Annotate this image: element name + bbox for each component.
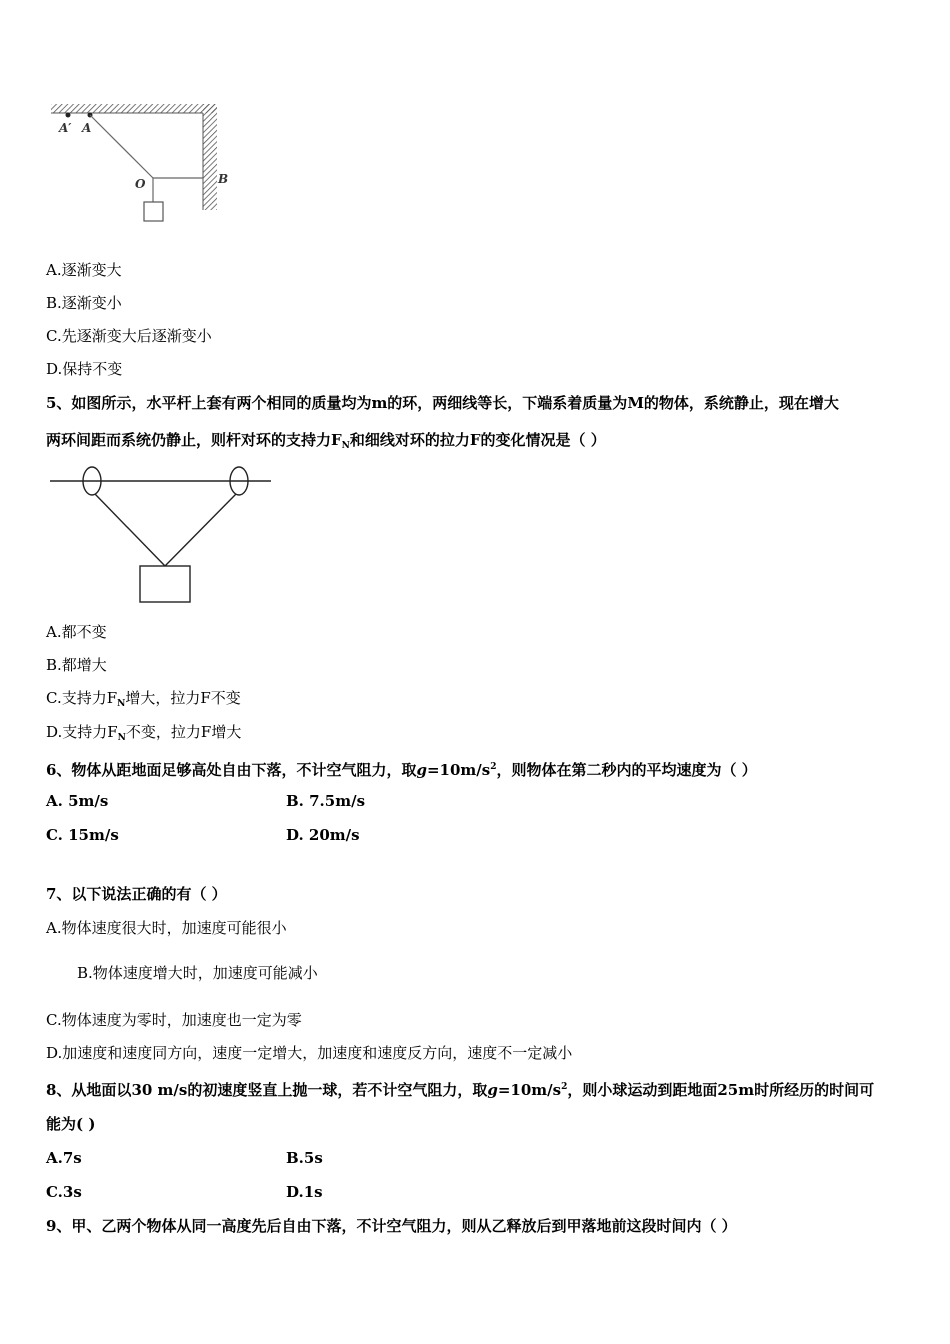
q4-option-b: B.逐渐变小 [46, 294, 122, 312]
q8-options-row2 [46, 1182, 323, 1202]
label-a: A [82, 121, 92, 135]
q8-options-row1 [46, 1148, 323, 1168]
q6-option-c: C. 15m/s [46, 826, 119, 844]
label-o: O [135, 177, 146, 191]
q7-option-a: A.物体速度很大时，加速度可能很小 [46, 919, 287, 937]
q9-stem: 9、甲、乙两个物体从同一高度先后自由下落，不计空气阻力，则从乙释放后到甲落地前这段时间内（ ） [46, 1217, 737, 1235]
q8-option-d: D.1s [286, 1183, 323, 1201]
q6-option-a: A. 5m/s [46, 792, 109, 810]
q7-option-b: B.物体速度增大时，加速度可能减小 [77, 964, 318, 982]
hanging-box [140, 566, 190, 602]
q5-option-d: D.支持力$F_N$不变，拉力F增大 [46, 723, 242, 743]
q8-stem-line1: 8、从地面以30 m/s的初速度竖直上抛一球，若不计空气阻力，取$g=10m/s^2$，则小球运动到距地面25m时所经历的时间可 [46, 1081, 875, 1099]
q4-option-d: D.保持不变 [46, 360, 123, 378]
q6-option-d: D. 20m/s [286, 826, 360, 844]
q5-stem-line1: 5、如图所示，水平杆上套有两个相同的质量均为m的环，两细线等长，下端系着质量为M的物体，系统静止，现在增大 [46, 394, 839, 412]
hanging-block [144, 202, 163, 221]
string-left [95, 494, 165, 566]
figure-ceiling-wall-rope [45, 98, 235, 228]
q7-option-c: C.物体速度为零时，加速度也一定为零 [46, 1011, 302, 1029]
q6-stem: 6、物体从距地面足够高处自由下落，不计空气阻力，取$g=10m/s^2$，则物体在第二秒内的平均速度为（ ） [46, 761, 757, 779]
q6-option-b: B. 7.5m/s [286, 792, 366, 810]
q5-stem-line2: 两环间距而系统仍静止，则杆对环的支持力$F_N$和细线对环的拉力F的变化情况是（ ） [46, 431, 606, 451]
q8-option-b: B.5s [286, 1149, 323, 1167]
q8-stem-line2: 能为( ) [46, 1115, 96, 1133]
q5-option-c: C.支持力$F_N$增大，拉力F不变 [46, 689, 241, 709]
q6-options-row2 [46, 825, 360, 845]
q8-option-c: C.3s [46, 1183, 82, 1201]
figure-rod-rings [45, 462, 275, 607]
q5-option-b: B.都增大 [46, 656, 107, 674]
q5-option-a: A.都不变 [46, 623, 107, 641]
label-a-prime: A′ [59, 121, 72, 135]
rope-ao [90, 115, 153, 178]
q4-option-a: A.逐渐变大 [46, 261, 122, 279]
q7-stem: 7、以下说法正确的有（ ） [46, 885, 227, 903]
q7-option-d: D.加速度和速度同方向，速度一定增大，加速度和速度反方向，速度不一定减小 [46, 1044, 573, 1062]
string-right [165, 494, 236, 566]
q6-options-row1 [46, 791, 366, 811]
q8-option-a: A.7s [46, 1149, 82, 1167]
label-b: B [218, 172, 229, 186]
q4-option-c: C.先逐渐变大后逐渐变小 [46, 327, 212, 345]
wall-hatch [203, 104, 217, 210]
ceiling-hatch [51, 104, 217, 113]
point-a-prime [66, 113, 71, 118]
